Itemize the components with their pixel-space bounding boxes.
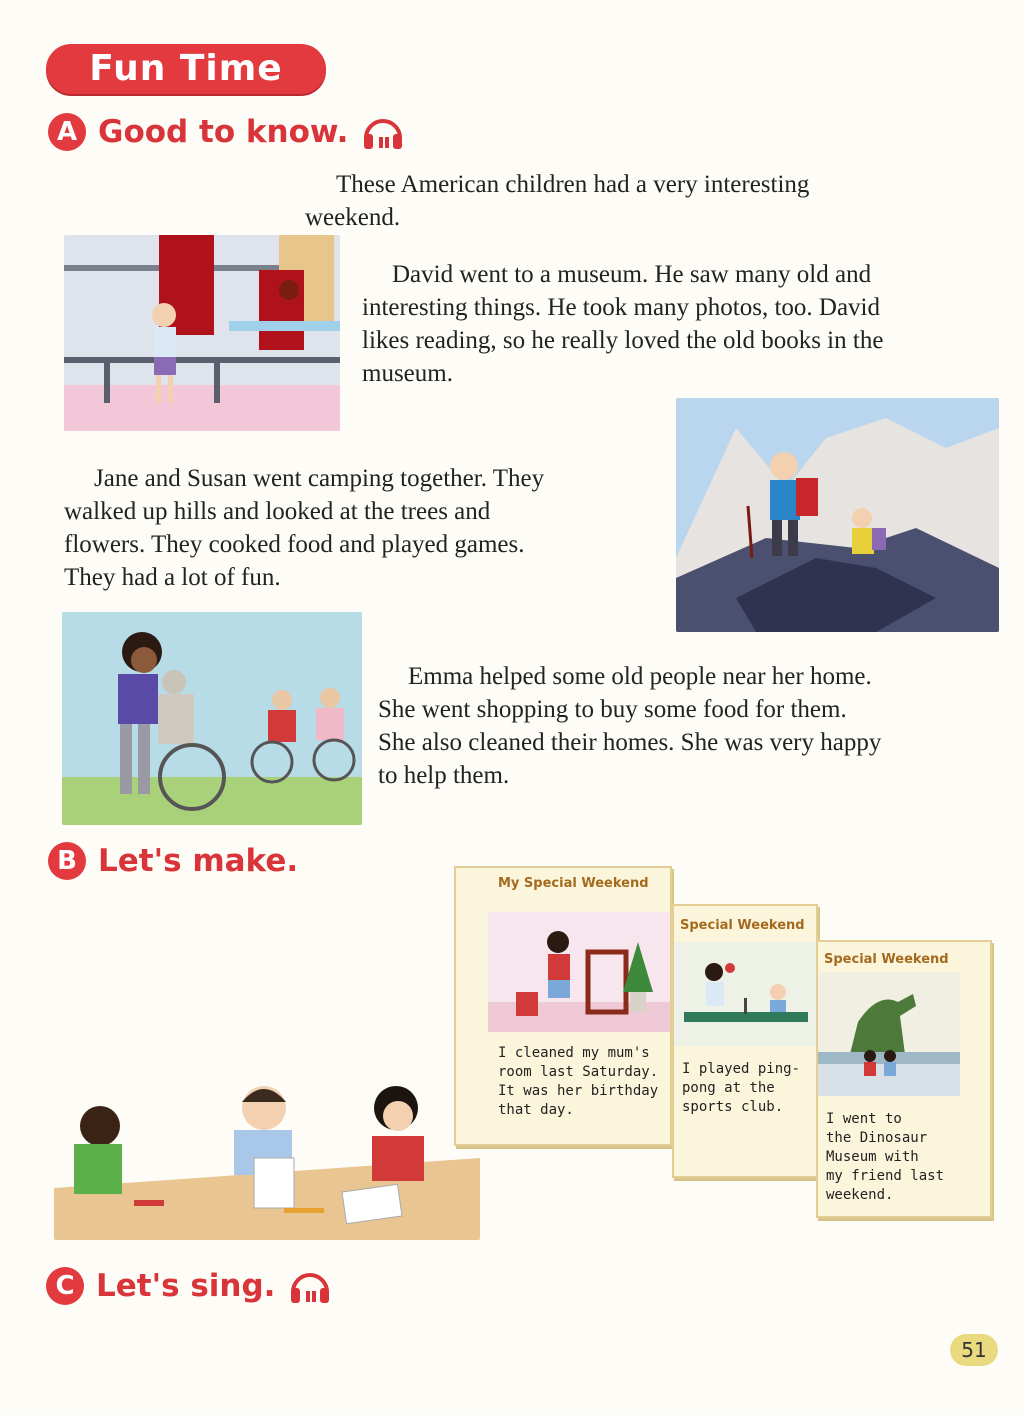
jane-line-2: walked up hills and looked at the trees and [64, 498, 491, 525]
jane-line-3: flowers. They cooked food and played games. [64, 531, 525, 558]
card-1-line: I cleaned my mum's [498, 1045, 650, 1061]
card-2-line: pong at the [682, 1080, 775, 1096]
card-1-line: that day. [498, 1102, 574, 1118]
section-a-title: Good to know. [98, 114, 349, 150]
card-2-line: I played ping- [682, 1061, 801, 1077]
card-2-title: Special Weekend [680, 918, 805, 933]
card-3-line: the Dinosaur [826, 1130, 928, 1146]
david-line-2: interesting things. He took many photos, too. David [362, 294, 881, 321]
jane-line-4: They had a lot of fun. [64, 564, 281, 591]
emma-line-2: She went shopping to buy some food for them. [378, 696, 847, 723]
david-line-4: museum. [362, 360, 453, 387]
card-1-line: It was her birthday [498, 1083, 659, 1099]
card-3-line: weekend. [826, 1187, 894, 1203]
section-a-letter: A [48, 113, 86, 151]
section-c-heading [46, 1266, 333, 1306]
weekend-card-3 [816, 940, 992, 1218]
emma-illustration [62, 612, 362, 825]
card-3-line: I went to [826, 1111, 902, 1127]
card-3-dinosaur-picture [818, 972, 960, 1096]
card-2-pingpong-picture [674, 942, 816, 1046]
david-line-1: David went to a museum. He saw many old and [392, 261, 872, 288]
intro-line-1: These American children had a very interesting [336, 171, 810, 198]
weekend-card-2 [672, 904, 818, 1178]
intro-line-2: weekend. [305, 204, 401, 231]
david-line-3: likes reading, so he really loved the old books in the [362, 327, 884, 354]
section-a-heading [48, 112, 406, 152]
museum-illustration [64, 235, 340, 431]
section-b-title: Let's make. [98, 843, 299, 879]
children-crafting-illustration [54, 1078, 480, 1240]
jane-line-1: Jane and Susan went camping together. They [94, 465, 545, 492]
card-1-line: room last Saturday. [498, 1064, 659, 1080]
title-banner [46, 44, 326, 94]
card-2-line: sports club. [682, 1099, 784, 1115]
camping-illustration [676, 398, 999, 632]
page-title: Fun Time [89, 48, 283, 89]
section-c-title: Let's sing. [96, 1268, 276, 1304]
section-c-letter: C [46, 1267, 84, 1305]
card-2-text [682, 1060, 800, 1117]
emma-line-4: to help them. [378, 762, 510, 789]
card-1-text [498, 1044, 658, 1120]
section-b-heading [48, 842, 298, 880]
card-3-line: Museum with [826, 1149, 919, 1165]
headphones-icon[interactable] [287, 1266, 333, 1306]
card-3-text [826, 1110, 944, 1205]
emma-line-3: She also cleaned their homes. She was very happy [378, 729, 882, 756]
weekend-card-1 [454, 866, 672, 1146]
headphones-icon[interactable] [360, 112, 406, 152]
section-b-letter: B [48, 842, 86, 880]
card-3-title: Special Weekend [824, 952, 949, 967]
card-3-line: my friend last [826, 1168, 945, 1184]
card-1-title: My Special Weekend [498, 876, 649, 891]
emma-line-1: Emma helped some old people near her home. [408, 663, 872, 690]
page-number: 51 [950, 1334, 998, 1366]
card-1-cleaning-picture [488, 912, 670, 1032]
